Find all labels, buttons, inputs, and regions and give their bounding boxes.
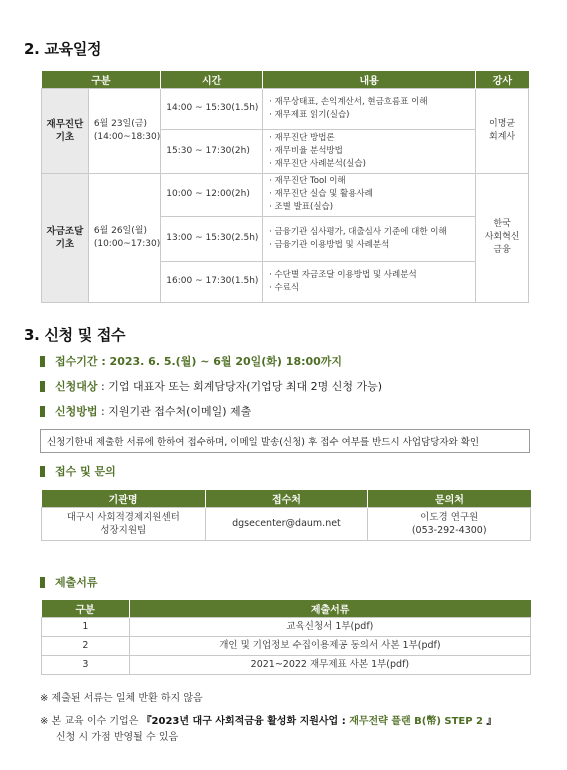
col-header-org: 기관명 [42,490,206,507]
table-row [42,507,531,540]
group-date: 6월 23일(금) (14:00~18:30) [88,88,160,173]
contact-heading [40,463,116,479]
target-label: 신청대상 [55,380,98,393]
period-label: 접수기간 : 2023. 6. 5.(월) ~ 6월 20일(화) 18:00까지 [55,355,343,368]
session-content: · 수단별 자금조달 이용방법 및 사례분석 · 수료식 [263,261,476,302]
doc-name: 개인 및 기업정보 수집이용제공 동의서 사본 1부(pdf) [129,636,530,655]
method-label: 신청방법 [55,405,98,418]
note-no-return: ※ 제출된 서류는 일체 반환 하지 않음 [40,693,203,704]
session-content: · 재무진단 방법론 · 재무비율 분석방법 · 재무진단 사례분석(실습) [263,129,476,173]
table-row [42,173,529,216]
session-time: 16:00 ~ 17:30(1.5h) [161,261,263,302]
col-header-reception: 접수처 [205,490,368,507]
session-time: 15:30 ~ 17:30(2h) [161,129,263,173]
session-time: 10:00 ~ 12:00(2h) [161,173,263,216]
contact-table [41,490,531,541]
note-bonus-line2: 신청 시 가점 반영될 수 있음 [56,732,179,743]
table-row [42,636,531,655]
doc-name: 2021~2022 재무제표 사본 1부(pdf) [129,655,530,674]
table-row [42,655,531,674]
col-header-content: 내용 [263,71,476,88]
section-3-title: 3. 신청 및 접수 [24,326,126,344]
instructor: 한국 사회혁신 금융 [476,173,529,302]
session-time: 14:00 ~ 15:30(1.5h) [161,88,263,129]
target-text: : 기업 대표자 또는 회계담당자(기업당 최대 2명 신청 가능) [97,380,383,393]
docs-table [41,600,531,675]
group-label: 자금조달 기초 [42,173,89,302]
session-time: 13:00 ~ 15:30(2.5h) [161,216,263,261]
section-2-title: 2. 교육일정 [24,40,102,58]
session-content: · 재무상태표, 손익계산서, 현금흐름표 이해 · 재무제표 읽기(실습) [263,88,476,129]
col-header-no: 구분 [42,600,130,617]
method-row [40,403,251,419]
contact-title: 접수 및 문의 [55,465,116,478]
session-content: · 금융기관 심사평가, 대출심사 기준에 대한 이해 · 금융기관 이용방법 및 사례분석 [263,216,476,261]
doc-no: 1 [42,617,130,636]
bullet-square-icon [40,406,45,417]
contact-email[interactable]: dgsecenter@daum.net [205,507,368,540]
note-bonus: ※ 본 교육 이수 기업은 『2023년 대구 사회적금융 활성화 지원사업 : 재무전략 플랜 B(幣) STEP 2 』 [40,716,497,727]
docs-title: 제출서류 [55,576,98,589]
bullet-square-icon [40,356,45,367]
group-date: 6월 26일(월) (10:00~17:30) [88,173,160,302]
contact-org: 대구시 사회적경제지원센터 성장지원팀 [42,507,206,540]
notice-box: 신청기한내 제출한 서류에 한하여 접수하며, 이메일 발송(신청) 후 접수 여부를 반드시 사업담당자와 확인 [40,429,530,453]
doc-name: 교육신청서 1부(pdf) [129,617,530,636]
doc-no: 3 [42,655,130,674]
bullet-square-icon [40,466,45,477]
instructor: 이명균 회계사 [476,88,529,173]
schedule-table [41,71,529,303]
group-label: 재무진단 기초 [42,88,89,173]
contact-person: 이도경 연구원 (053-292-4300) [368,507,531,540]
table-row [42,617,531,636]
method-text: : 지원기관 접수처(이메일) 제출 [97,405,252,418]
docs-heading [40,574,98,590]
col-header-doc: 제출서류 [129,600,530,617]
col-header-time: 시간 [161,71,263,88]
period-row [40,353,342,369]
col-header-instructor: 강사 [476,71,529,88]
doc-no: 2 [42,636,130,655]
col-header-inquiry: 문의처 [368,490,531,507]
target-row [40,378,382,394]
col-header-category: 구분 [42,71,161,88]
bullet-square-icon [40,381,45,392]
session-content: · 재무진단 Tool 이해 · 재무진단 실습 및 활용사례 · 조별 발표(실습) [263,173,476,216]
table-row [42,88,529,129]
bullet-square-icon [40,577,45,588]
